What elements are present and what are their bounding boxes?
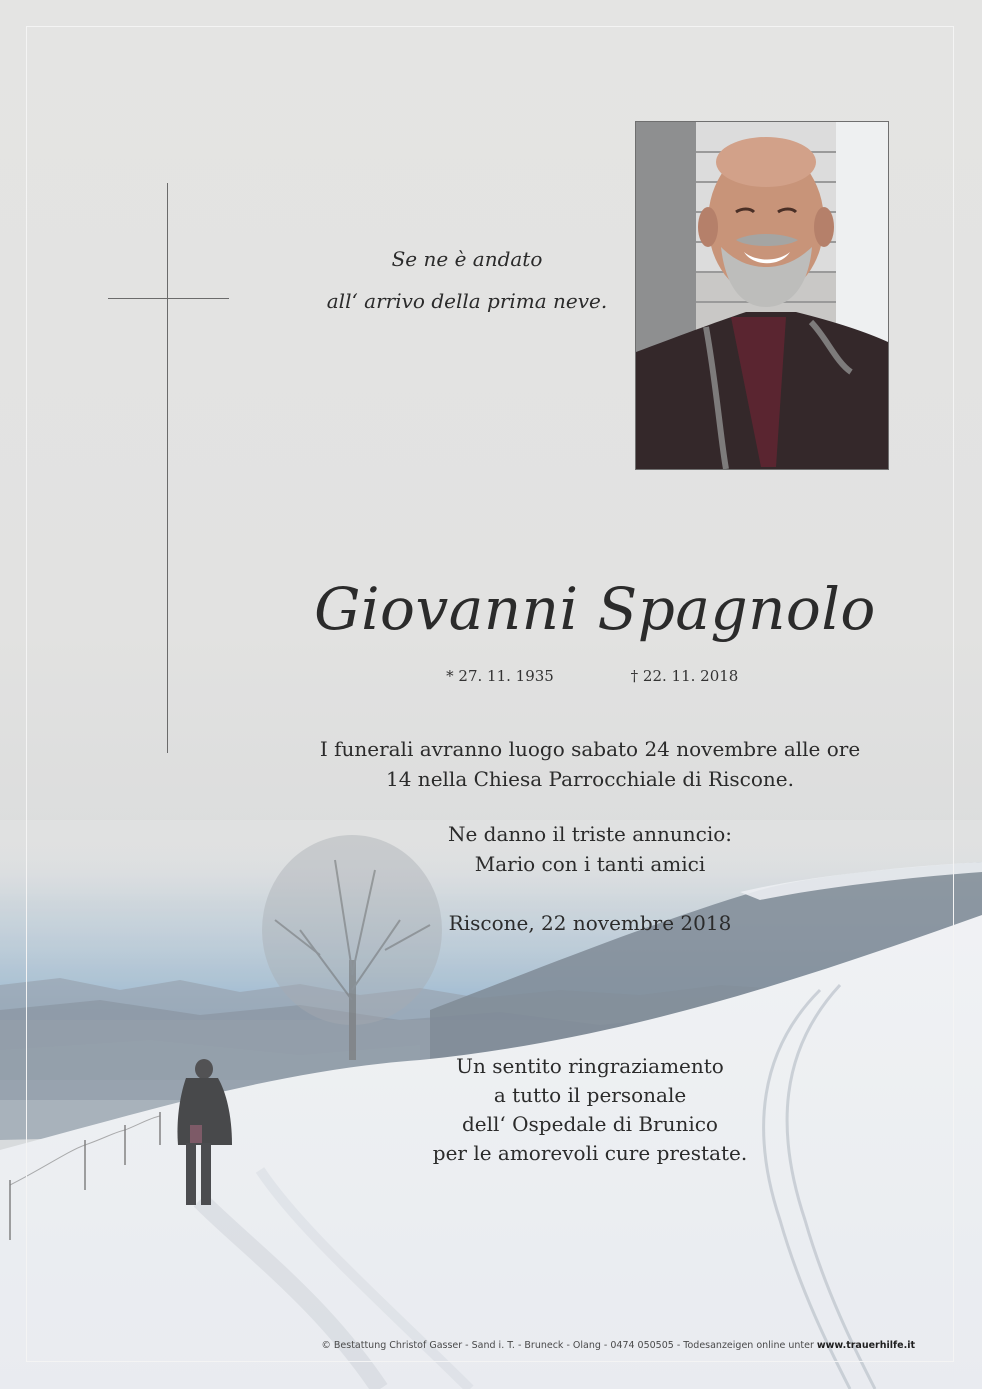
cross-vertical-bar [167, 183, 168, 753]
thanks-line: per le amorevoli cure prestate. [432, 1141, 748, 1165]
place-and-date: Riscone, 22 novembre 2018 [448, 911, 732, 935]
thanks-line: a tutto il personale [493, 1083, 687, 1107]
portrait-image [636, 122, 888, 469]
deceased-name: Giovanni Spagnolo [314, 575, 876, 643]
portrait-photo [635, 121, 889, 470]
announcers-block [290, 819, 890, 879]
funeral-line: I funerali avranno luogo sabato 24 novembre alle ore [319, 737, 861, 761]
memorial-motto [262, 238, 672, 322]
thanks-block [290, 1052, 890, 1168]
motto-line: all‘ arrivo della prima neve. [326, 289, 608, 313]
funeral-notice [290, 734, 890, 794]
birth-date: * 27. 11. 1935 [446, 667, 554, 685]
funeral-line: 14 nella Chiesa Parrocchiale di Riscone. [386, 767, 794, 791]
footer-credit [200, 1340, 915, 1351]
announcers-line: Mario con i tanti amici [474, 852, 706, 876]
thanks-line: Un sentito ringraziamento [456, 1054, 724, 1078]
footer-text: © Bestattung Christof Gasser - Sand i. T. - Bruneck - Olang - 0474 050505 - Todesanzeigen online unter [321, 1340, 817, 1351]
announcers-line: Ne danno il triste annuncio: [447, 822, 733, 846]
death-date: † 22. 11. 2018 [630, 667, 739, 685]
cross-horizontal-bar [108, 298, 229, 299]
thanks-line: dell‘ Ospedale di Brunico [462, 1112, 718, 1136]
footer-website-link[interactable]: www.trauerhilfe.it [816, 1340, 915, 1351]
motto-line: Se ne è andato [391, 247, 543, 271]
